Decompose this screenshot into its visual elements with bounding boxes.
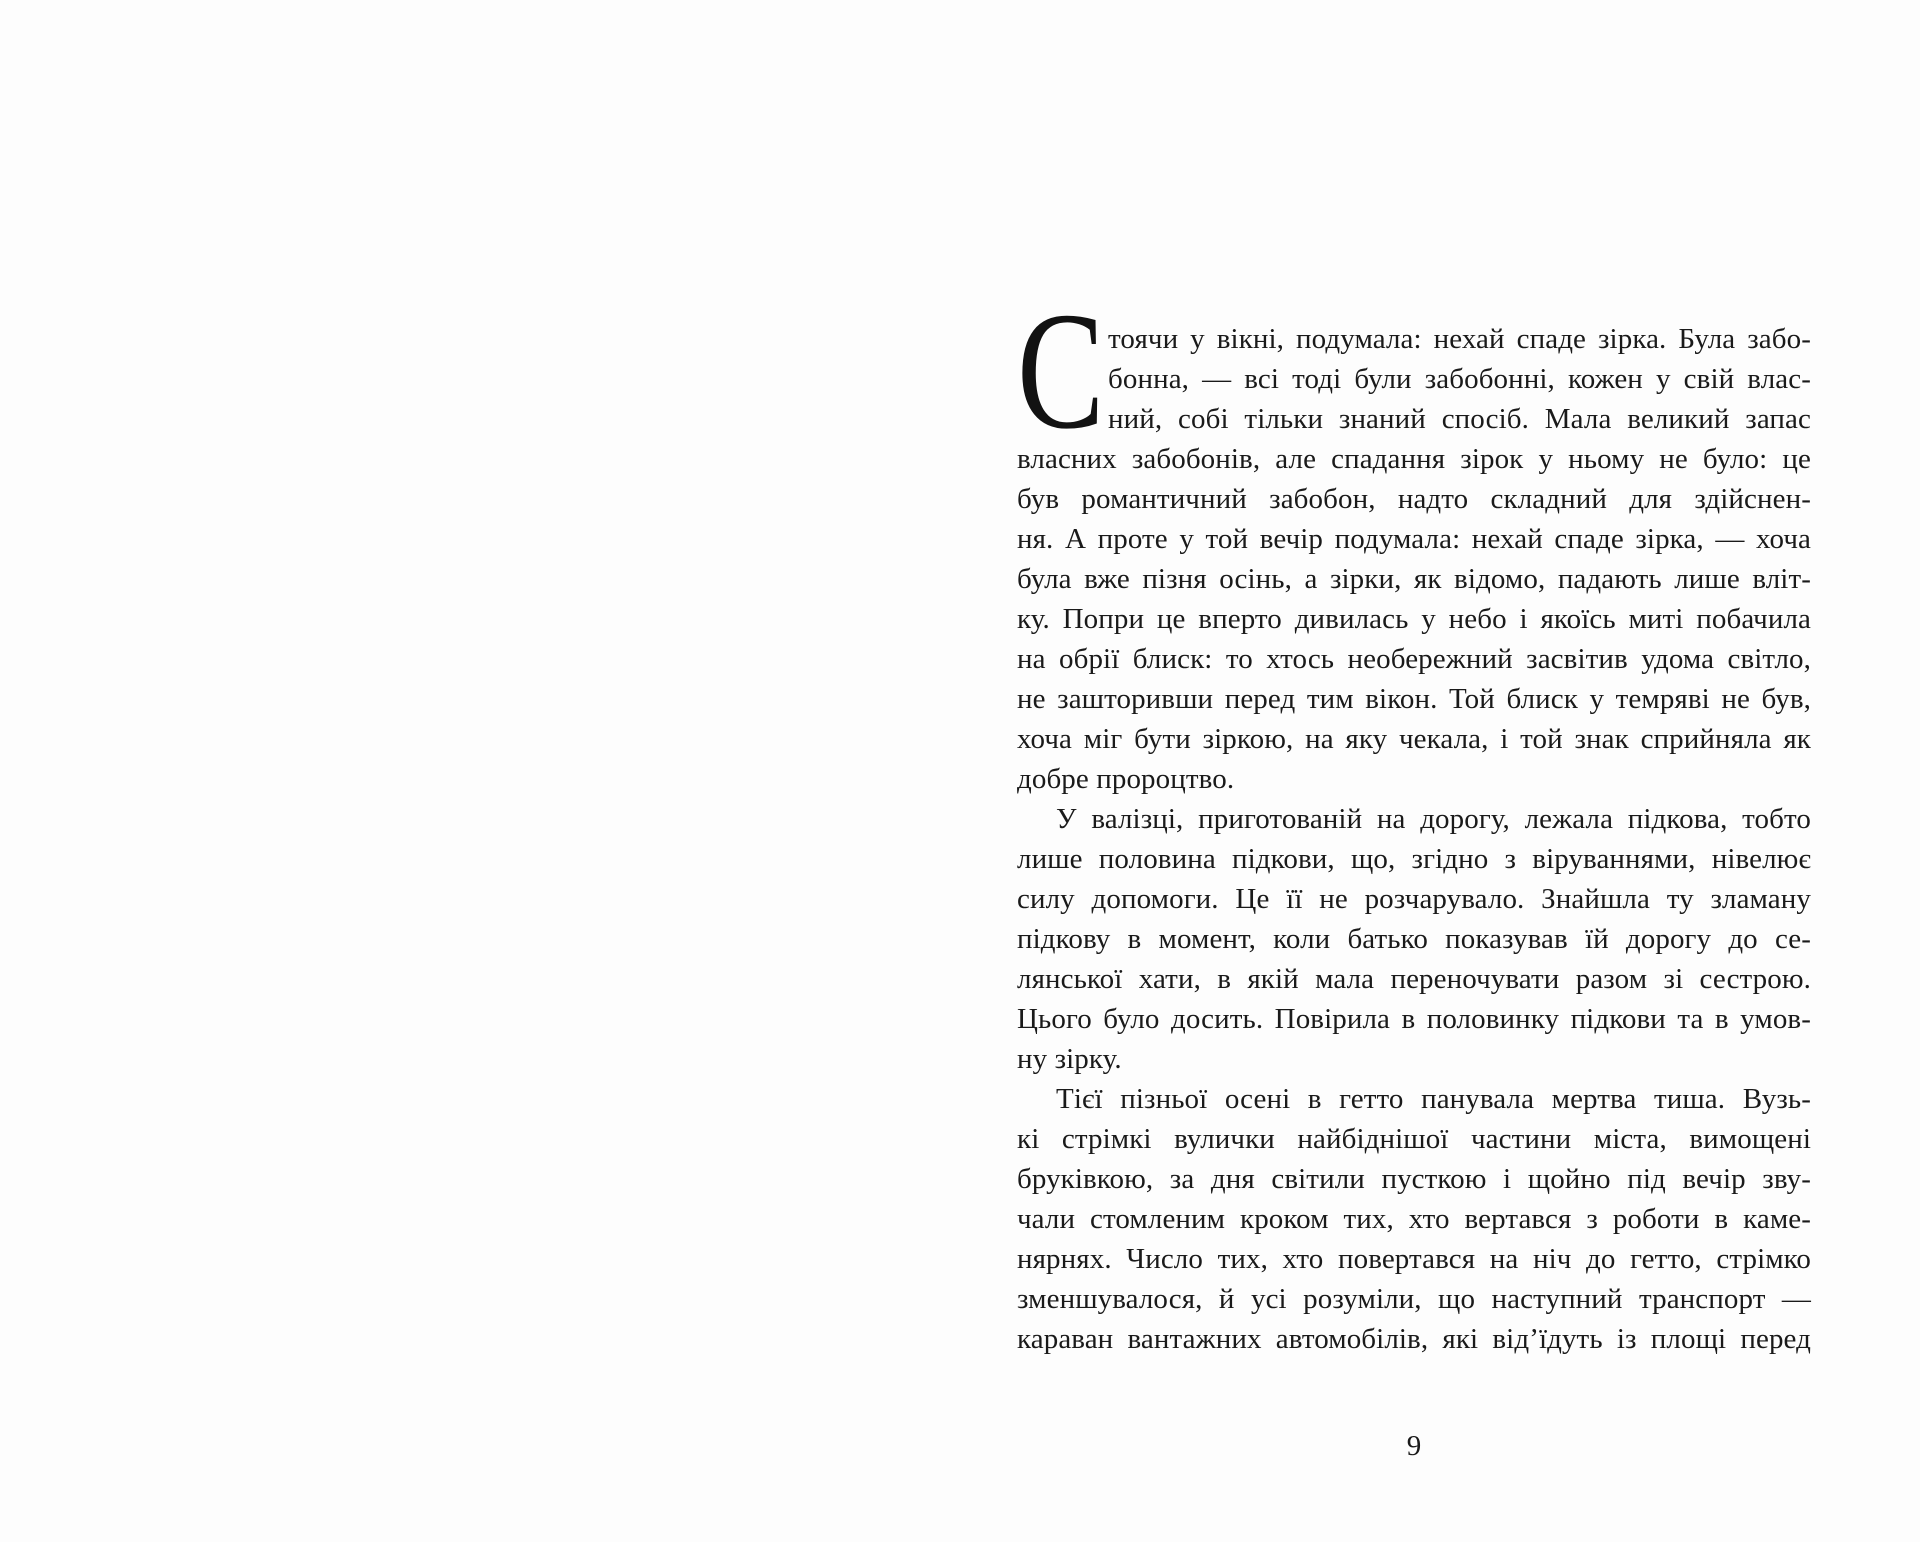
text-line (1017, 359, 1811, 399)
text-line-content: лише половина підкови, що, згідно з віруваннями, нівелює (1017, 843, 1811, 875)
text-line-content: власних забобонів, але спадання зірок у ньому не було: це (1017, 443, 1811, 475)
text-line-content: лянської хати, в якій мала переночувати разом зі сестрою. (1017, 963, 1811, 995)
text-line (1017, 519, 1811, 559)
text-line (1017, 1119, 1811, 1159)
text-line-content: зменшувалося, й усі розуміли, що наступний транспорт — (1017, 1283, 1811, 1315)
text-line-content: ня. А проте у той вечір подумала: нехай спаде зірка, — хоча (1017, 523, 1811, 555)
text-line (1017, 1039, 1811, 1079)
text-line-content: добре пророцтво. (1017, 763, 1235, 795)
text-line-content: кі стрімкі вулички найбіднішої частини міста, вимощені (1017, 1123, 1811, 1155)
text-line (1017, 839, 1811, 879)
text-line-content: на обрії блиск: то хтось необережний засвітив удома світло, (1017, 643, 1811, 675)
text-line-content: бонна, — всі тоді були забобонні, кожен у свій влас- (1108, 363, 1811, 395)
text-line (1017, 759, 1811, 799)
text-line (1017, 959, 1811, 999)
text-line (1017, 679, 1811, 719)
text-line (1017, 439, 1811, 479)
text-line-content: був романтичний забобон, надто складний для здійснен- (1017, 483, 1811, 515)
text-line (1017, 799, 1811, 839)
text-line-content: Цього було досить. Повірила в половинку підкови та в умов- (1017, 1003, 1811, 1035)
text-line-content: Тієї пізньої осені в гетто панувала мертва тиша. Вузь- (1056, 1083, 1811, 1115)
text-line (1017, 999, 1811, 1039)
text-line-content: У валізці, приготованій на дорогу, лежала підкова, тобто (1056, 803, 1811, 835)
text-line (1017, 919, 1811, 959)
text-line-content: була вже пізня осінь, а зірки, як відомо, падають лише вліт- (1017, 563, 1811, 595)
text-line (1017, 1079, 1811, 1119)
text-line-content: хоча міг бути зіркою, на яку чекала, і той знак сприйняла як (1017, 723, 1811, 755)
text-line-content: ку. Попри це вперто дивилась у небо і якоїсь миті побачила (1017, 603, 1811, 635)
text-line-content: тоячи у вікні, подумала: нехай спаде зірка. Була забо- (1108, 323, 1811, 355)
text-line (1017, 399, 1811, 439)
text-line (1017, 1159, 1811, 1199)
text-line (1017, 479, 1811, 519)
text-line (1017, 879, 1811, 919)
text-line-content: підкову в момент, коли батько показував їй дорогу до се- (1017, 923, 1811, 955)
text-line (1017, 599, 1811, 639)
text-line (1017, 1239, 1811, 1279)
text-line-content: бруківкою, за дня світили пусткою і щойно під вечір зву- (1017, 1163, 1811, 1195)
text-line-content: караван вантажних автомобілів, які від’їдуть із площі перед (1017, 1323, 1811, 1355)
drop-cap: С (1017, 278, 1105, 464)
text-line-content: ну зірку. (1017, 1043, 1122, 1075)
text-line-content: ний, собі тільки знаний спосіб. Мала великий запас (1108, 403, 1811, 435)
page-number: 9 (1406, 1430, 1422, 1462)
text-line (1017, 1319, 1811, 1359)
text-line (1017, 639, 1811, 679)
text-line (1017, 719, 1811, 759)
text-line-content: нярнях. Число тих, хто повертався на ніч до гетто, стрімко (1017, 1243, 1811, 1275)
text-line-content: чали стомленим кроком тих, хто вертався з роботи в каме- (1017, 1203, 1811, 1235)
text-line-content: не зашторивши перед тим вікон. Той блиск у темряві не був, (1017, 683, 1811, 715)
page-text-column (1017, 278, 1811, 1359)
text-line (1017, 559, 1811, 599)
text-line-content: силу допомоги. Це її не розчарувало. Знайшла ту зламану (1017, 883, 1811, 915)
text-line (1017, 319, 1811, 359)
text-line (1017, 1199, 1811, 1239)
text-line (1017, 1279, 1811, 1319)
